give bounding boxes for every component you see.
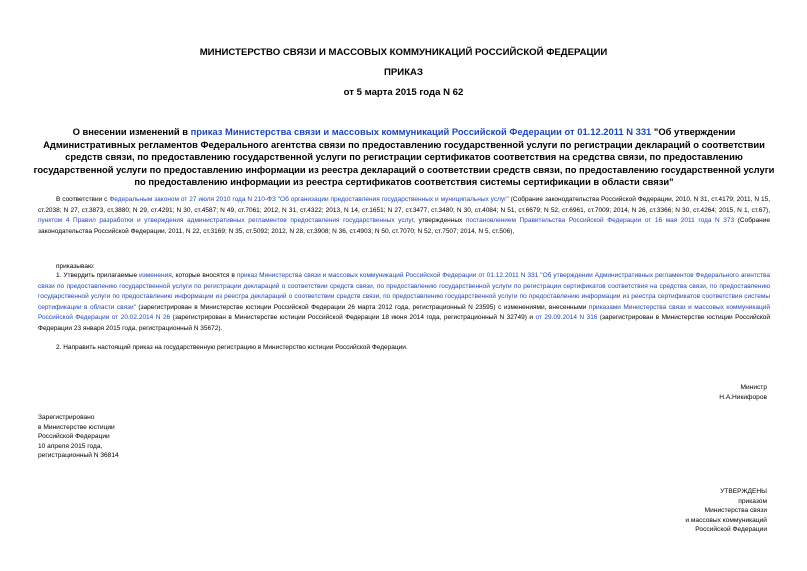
registration-line-5: регистрационный N 36814 — [38, 452, 119, 460]
paragraph-item-1 — [38, 271, 770, 335]
title-prefix: О внесении изменений в — [72, 126, 191, 137]
document-title — [28, 126, 780, 189]
registration-line-2: в Министерстве юстиции — [38, 423, 115, 431]
registration-line-4: 10 апреля 2015 года, — [38, 442, 103, 450]
preamble-text-1: В соответствии с — [56, 196, 110, 203]
signature-block — [719, 383, 767, 402]
signature-name: Н.А.Никифоров — [719, 393, 767, 401]
approved-line-2: приказом — [738, 497, 767, 505]
ministry-heading: МИНИСТЕРСТВО СВЯЗИ И МАССОВЫХ КОММУНИКАЦИЙ РОССИЙСКОЙ ФЕДЕРАЦИИ — [199, 47, 608, 58]
approved-block — [685, 487, 767, 535]
paragraph-order-word: приказываю: — [56, 263, 95, 270]
registration-block — [38, 413, 119, 461]
paragraph-item-2: 2. Направить настоящий приказ на государственную регистрацию в Министерство юстиции Российской Федерации. — [56, 344, 408, 351]
signature-position: Министр — [740, 384, 767, 391]
paragraph-preamble — [38, 195, 770, 237]
title-rest: "Об утверждении Административных регламентов Федерального агентства связи по предоставлению государственной услуги по регистрации деклараций о соответствии средств связи, по предоставлению государственной услуги по регистрации сертификатов соответствия на средства связи, по предоставлению государственной услуги по предоставлению информации из реестра деклараций о соответствии средств связи, по предоставлению государственной услуги по предоставлению информации из реестра сертификатов соответствия системы сертификации в области связи" — [33, 126, 775, 188]
order-331-link[interactable]: приказ Министерства связи и массовых коммуникаций Российской Федерации от 01.12.2011 N 331 "Об утверждении Административных регламентов Федерального агентства связи по предоставлению государственной услуги по регистрации деклараций о соответствии средств связи, по предоставлению государственной услуги по регистрации сертификатов соответствия на средства связи, по предоставлению государственной услуги по предоставлению информации из реестра деклараций о соответствии средств связи, по предоставлению государственной услуги по предоставлению информации из реестра сертификатов соответствия системы сертификации в области связи" — [38, 272, 770, 311]
item1-text-2: , которые вносятся в — [171, 272, 237, 279]
order-26-link[interactable]: приказами Министерства связи и массовых коммуникаций Российской Федерации от 20.02.2014 N 26 — [38, 303, 771, 322]
document-type: ПРИКАЗ — [384, 67, 423, 78]
preamble-text-3: , утвержденных — [413, 217, 466, 225]
approved-line-3: Министерства связи — [704, 507, 767, 515]
preamble-text-4: (Собрание законодательства Российской Федерации, 2011, N 22, ст.3169; N 35, ст.5092; 2012, N 28, ст.3908; N 36, ст.4903; N 50, ст.7070; N 52, ст.7507; 2014, N 5, ст.506), — [38, 217, 770, 235]
order-316-link[interactable]: от 29.09.2014 N 316 — [535, 314, 598, 322]
federal-law-link[interactable]: Федеральным законом от 27 июля 2010 года N 210-ФЗ "Об организации предоставления государственных и муниципальных услуг" — [109, 196, 509, 203]
item1-text-1: 1. Утвердить прилагаемые — [56, 272, 140, 279]
preamble-text-2: (Собрание законодательства Российской Федерации, 2010, N 31, ст.4179; 2011, N 15, ст.2038; N 27, ст.3873, ст.3880; N 29, ст.4291; N 30, ст.4587; N 49, ст.7061; 2012, N 31, ст.4322; 2013, N 14, ст.1651; N 27, ст.3477, ст.3480; N 30, ст.4084; N 51, ст.6679; N 52, ст.6961, ст.7009; 2014, N 26, ст.3366; N 30, ст.4264; 2015, N 1, ст.67), — [38, 196, 771, 214]
item1-text-4: (зарегистрирован в Министерстве юстиции Российской Федерации 18 июня 2014 года, регистрационный N 32749) и — [170, 314, 536, 322]
title-order-link[interactable]: приказ Министерства связи и массовых коммуникаций Российской Федерации от 01.12.2011 N 331 — [190, 126, 652, 137]
rules-item-link[interactable]: пунктом 4 Правил разработки и утверждения административных регламентов предоставления государственных услуг — [38, 217, 414, 225]
item1-text-3: (зарегистрирован в Министерстве юстиции Российской Федерации 26 марта 2012 года, регистрационный N 23595) с изменениями, внесенными — [135, 303, 589, 311]
approved-line-4: и массовых коммуникаций — [685, 516, 767, 524]
government-resolution-link[interactable]: постановлением Правительства Российской Федерации от 16 мая 2011 года N 373 — [465, 217, 735, 225]
registration-line-3: Российской Федерации — [38, 433, 110, 441]
approved-line-1: УТВЕРЖДЕНЫ — [720, 488, 767, 495]
approved-line-5: Российской Федерации — [695, 526, 767, 534]
document-date-number: от 5 марта 2015 года N 62 — [343, 87, 464, 98]
registration-line-1: Зарегистрировано — [38, 414, 95, 421]
item1-text-5: (зарегистрирован в Министерстве юстиции Российской Федерации 23 января 2015 года, регистрационный N 35672). — [38, 314, 770, 332]
changes-link[interactable]: изменения — [139, 272, 172, 279]
